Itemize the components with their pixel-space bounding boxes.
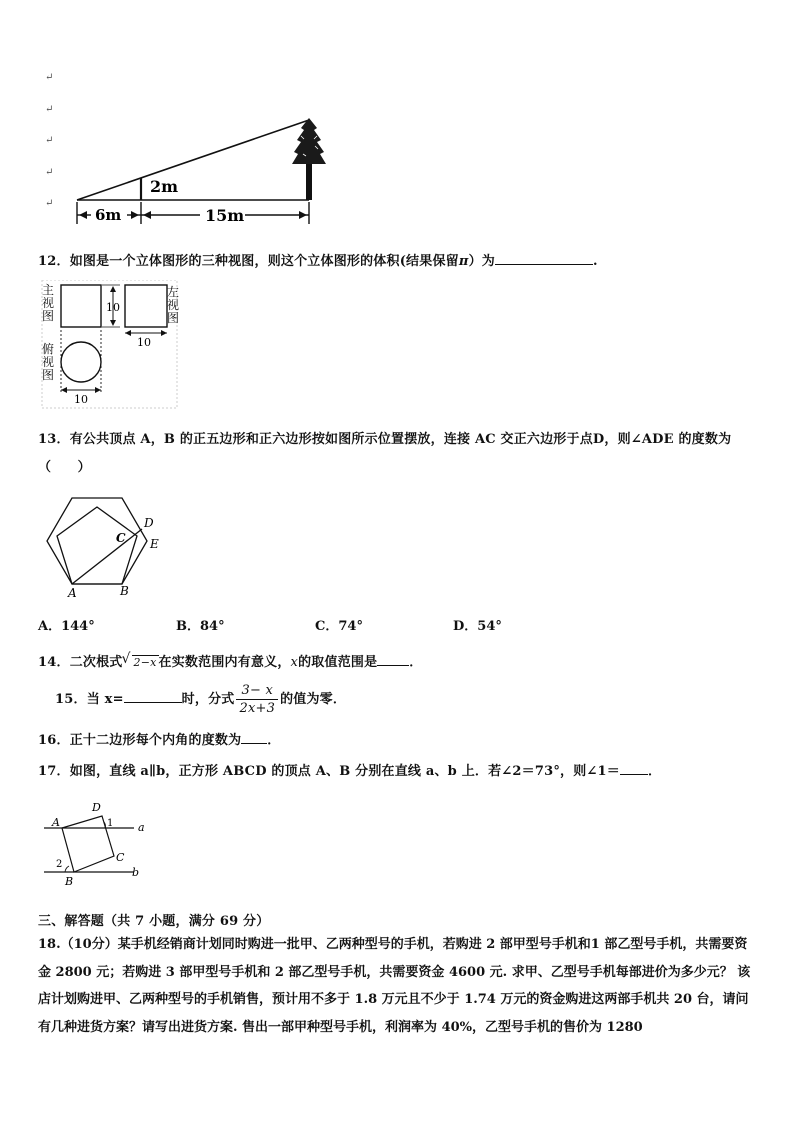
pentagon-hexagon-figure: [40, 488, 170, 600]
svg-text:1: 1: [107, 818, 114, 829]
distance-label-15m: 15m: [205, 206, 245, 225]
svg-text:b: b: [132, 866, 140, 879]
question-14: 14．二次根式√ 2−x 在实数范围内有意义，x的取值范围是 ．: [38, 651, 423, 670]
svg-text:C: C: [116, 851, 125, 864]
svg-text:D: D: [92, 801, 101, 814]
left-view-label: 左视图: [167, 285, 180, 325]
question-13: 13．有公共顶点 A，B 的正五边形和正六边形按如图所示位置摆放，连接 AC 交正六边形于点D，则∠ADE 的度数为: [38, 432, 732, 447]
hexagon-shape: [47, 498, 147, 584]
option-b: B．84°: [176, 619, 225, 634]
svg-text:B: B: [120, 584, 129, 598]
svg-text:C: C: [116, 531, 126, 545]
three-views-figure: [36, 280, 186, 410]
top-view-circle: [61, 342, 101, 382]
answer-blank: [495, 264, 593, 265]
left-view-square: [125, 285, 167, 327]
question-12: 12．如图是一个立体图形的三种视图，则这个立体图形的体积(结果保留π）为 .: [38, 254, 598, 269]
option-d: D．54°: [453, 619, 502, 634]
tree-icon: [292, 118, 326, 200]
answer-blank: [377, 665, 409, 666]
front-view-square: [61, 285, 101, 327]
option-c: C．74°: [315, 619, 363, 634]
tree-shadow-figure: [65, 92, 340, 232]
return-mark: ↵: [45, 135, 54, 146]
sun-ray-line: [77, 120, 309, 200]
return-mark: ↵: [45, 104, 54, 115]
question-16: 16．正十二边形每个内角的度数为 ．: [38, 733, 281, 748]
return-mark: ↵: [45, 198, 54, 209]
svg-text:A: A: [68, 586, 77, 600]
sqrt-expression: √ 2−x: [132, 655, 159, 669]
height-label: 2m: [150, 177, 179, 196]
answer-blank: [620, 774, 648, 775]
svg-text:A: A: [52, 816, 60, 829]
question-18: 18.（10分）某手机经销商计划同时购进一批甲、乙两种型号的手机，若购进 2 部甲型号手机和1 部乙型号手机，共需要资金 2800 元；若购进 3 部甲型号手机和 2 部乙型号手机，共需要资金 4600 元. 求甲、乙型号手机每部进价为多少元？ 该店计划购进甲、乙两种型号的手机销售，预计用不多于 1.8 万元且不少于 1.74 万元的资金购进这两部手机共 20 台，请问有几种进货方案？请写出进货方案. 售出一部甲种型号手机，利润率为 40%，乙型号手机的售价为 1280: [38, 937, 751, 1035]
svg-text:D: D: [144, 516, 154, 530]
return-mark: ↵: [45, 167, 54, 178]
top-width-dim: 10: [74, 393, 88, 406]
question-15: 15．当 x= 时，分式 $\frac{3- x}{2x+3}$ 的值为零．: [55, 683, 347, 716]
top-view-label: 俯视图: [42, 342, 55, 382]
pentagon-shape: [57, 507, 137, 584]
svg-text:E: E: [150, 537, 159, 551]
svg-text:a: a: [138, 821, 145, 834]
fraction: $\frac{3- x}{2x+3}$: [236, 682, 278, 717]
return-mark: ↵: [45, 72, 54, 83]
svg-text:2: 2: [56, 859, 63, 870]
answer-blank: [241, 743, 267, 744]
left-width-dim: 10: [137, 336, 151, 349]
line-ac: [72, 529, 142, 584]
option-a: A．144°: [38, 619, 95, 634]
front-view-label: 主视图: [42, 283, 55, 323]
question-13-paren: （ ）: [38, 460, 91, 475]
question-17: 17．如图，直线 a∥b，正方形 ABCD 的顶点 A、B 分别在直线 a、b 上．若∠2＝73°，则∠1＝ ．: [38, 764, 662, 779]
parallel-lines-square-figure: [38, 798, 156, 890]
section-title: 三、解答题（共 7 小题，满分 69 分）: [38, 914, 270, 929]
distance-label-6m: 6m: [95, 206, 122, 224]
svg-text:B: B: [65, 875, 74, 888]
height-dim: 10: [106, 301, 120, 314]
answer-blank: [124, 702, 182, 703]
